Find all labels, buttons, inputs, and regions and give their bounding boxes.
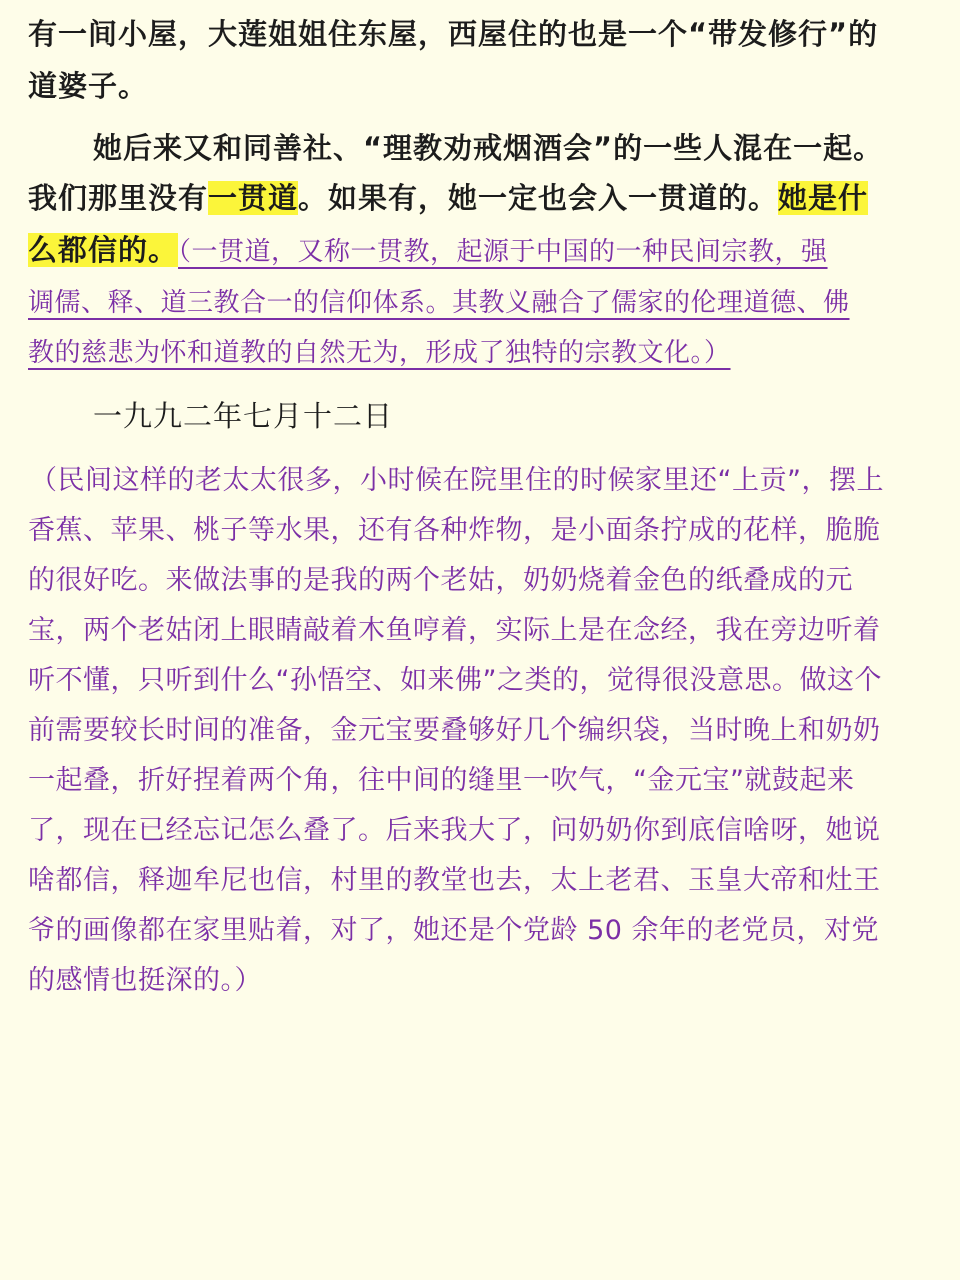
text-line-5 [28, 228, 828, 269]
note-text: 爷的画像都在家里贴着，对了，她还是个党龄 50 余年的老党员，对党 [28, 915, 880, 946]
line-text: 。如果有，她一定也会入一贯道的。 [298, 181, 779, 215]
text-line-4 [28, 176, 868, 217]
note-text: 香蕉、苹果、桃子等水果，还有各种炸物，是小面条拧成的花样，脆脆 [28, 515, 881, 546]
annotation-text: 教的慈悲为怀和道教的自然无为，形成了独特的宗教文化。） [28, 338, 731, 368]
note-line-11 [28, 958, 262, 997]
line-text: 有一间小屋，大莲姐姐住东屋，西屋住的也是一个“带发修行”的 [28, 17, 879, 51]
date-text: 一九九二年七月十二日 [93, 399, 394, 433]
note-line-6 [28, 708, 881, 747]
note-text: （民间这样的老太太很多，小时候在院里住的时候家里还“上贡”，摆上 [30, 465, 884, 496]
note-line-7 [28, 758, 854, 797]
text-line-2 [28, 64, 148, 105]
note-line-1 [30, 458, 884, 497]
highlight-sentence: 她是什 [778, 181, 869, 215]
note-line-9 [28, 858, 881, 897]
note-line-4 [28, 608, 881, 647]
note-text: 一起叠，折好捏着两个角，往中间的缝里一吹气，“金元宝”就鼓起来 [28, 765, 855, 796]
note-line-5 [28, 658, 882, 697]
highlight-term: 一贯道 [208, 181, 299, 215]
note-line-8 [28, 808, 881, 847]
text-line-3 [93, 126, 883, 167]
date-line [93, 394, 393, 435]
note-text: 的很好吃。来做法事的是我的两个老姑，奶奶烧着金色的纸叠成的元 [28, 565, 853, 596]
highlight-sentence: 么都信的。 [28, 233, 179, 267]
note-text: 前需要较长时间的准备，金元宝要叠够好几个编织袋，当时晚上和奶奶 [28, 715, 881, 746]
note-line-3 [28, 558, 853, 597]
note-text: 的感情也挺深的。） [28, 965, 262, 996]
line-text: 道婆子。 [28, 69, 149, 103]
note-line-10 [28, 908, 879, 947]
line-text: 我们那里没有 [28, 181, 209, 215]
annotation-text: 调儒、释、道三教合一的信仰体系。其教义融合了儒家的伦理道德、佛 [28, 288, 850, 318]
note-text: 听不懂，只听到什么“孙悟空、如来佛”之类的，觉得很没意思。做这个 [28, 665, 882, 696]
annotation-line-7 [28, 332, 731, 369]
text-line-1 [28, 12, 878, 53]
note-text: 了，现在已经忘记怎么叠了。后来我大了，问奶奶你到底信啥呀，她说 [28, 815, 881, 846]
note-text: 啥都信，释迦牟尼也信，村里的教堂也去，太上老君、玉皇大帝和灶王 [28, 865, 881, 896]
line-text: 她后来又和同善社、“理教劝戒烟酒会”的一些人混在一起。 [93, 131, 884, 165]
note-line-2 [28, 508, 881, 547]
annotation-line-6 [28, 282, 850, 319]
annotation-text: （一贯道，又称一贯教，起源于中国的一种民间宗教，强 [178, 237, 828, 267]
note-text: 宝，两个老姑闭上眼睛敲着木鱼哼着，实际上是在念经，我在旁边听着 [28, 615, 881, 646]
